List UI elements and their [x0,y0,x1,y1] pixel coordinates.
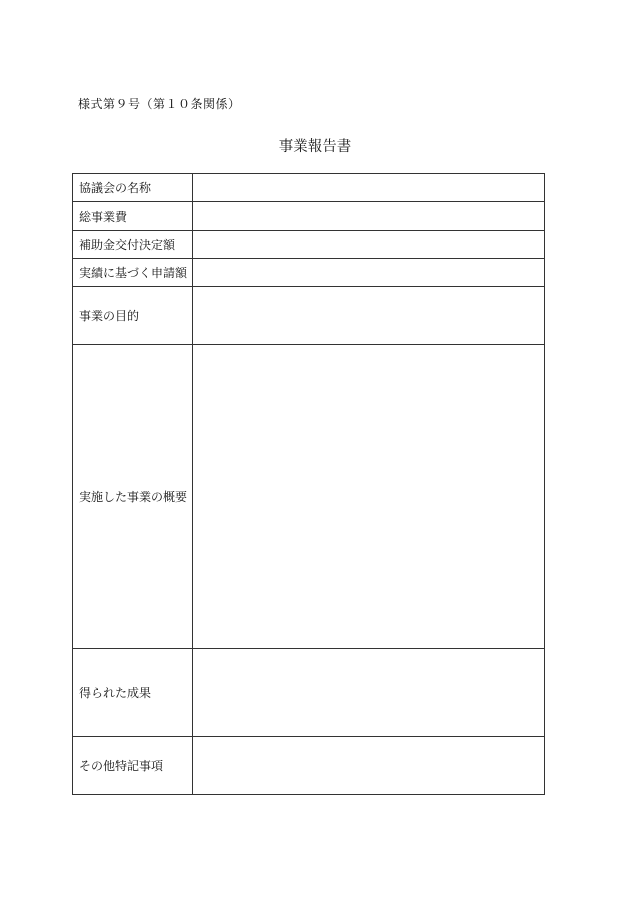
row-label-summary: 実施した事業の概要 [73,345,193,649]
table-row-results [73,649,545,737]
table-row-claim-amount [73,259,545,287]
row-label-subsidy-amount: 補助金交付決定額 [73,231,193,259]
row-label-purpose: 事業の目的 [73,287,193,345]
results-field[interactable] [193,649,545,737]
association-name-field[interactable] [193,174,545,202]
row-label-total-cost: 総事業費 [73,202,193,231]
total-cost-field[interactable] [193,202,545,231]
other-notes-field[interactable] [193,737,545,795]
row-label-claim-amount: 実績に基づく申請額 [73,259,193,287]
table-row-purpose [73,287,545,345]
row-label-association-name: 協議会の名称 [73,174,193,202]
table-row-summary [73,345,545,649]
summary-field[interactable] [193,345,545,649]
form-number: 様式第９号（第１０条関係） [78,97,241,111]
subsidy-amount-field[interactable] [193,231,545,259]
report-table [72,173,545,795]
table-row-subsidy-amount [73,231,545,259]
table-row-total-cost [73,202,545,231]
row-label-other-notes: その他特記事項 [73,737,193,795]
purpose-field[interactable] [193,287,545,345]
row-label-results: 得られた成果 [73,649,193,737]
table-row-association-name [73,174,545,202]
table-row-other-notes [73,737,545,795]
claim-amount-field[interactable] [193,259,545,287]
document-title: 事業報告書 [278,139,352,155]
